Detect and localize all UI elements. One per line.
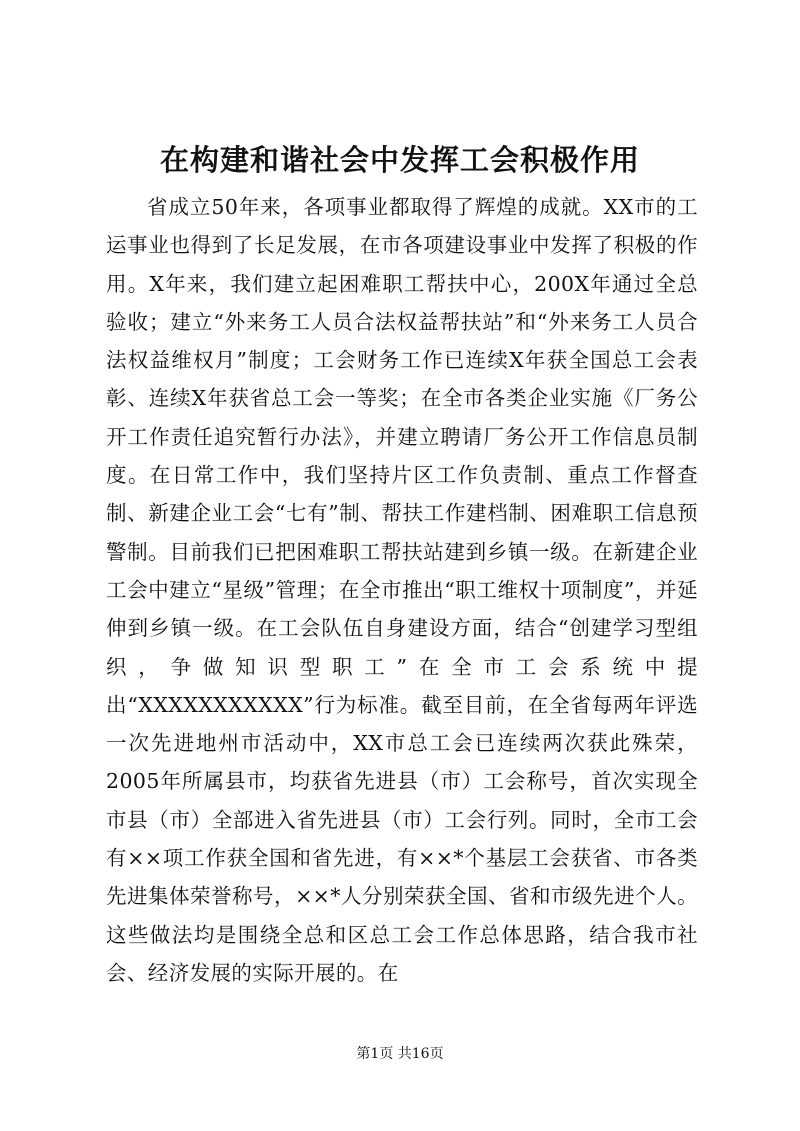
document-title: 在构建和谐社会中发挥工会积极作用 (159, 143, 640, 177)
page-footer: 第1页 共16页 (356, 1046, 444, 1062)
body-paragraph: 省成立50年来，各项事业都取得了辉煌的成就。XX市的工运事业也得到了长足发展，在市各项建设事业中发挥了积极的作用。X年来，我们建立起困难职工帮扶中心，200X年通过全总验收；建立“外来务工人员合法权益帮扶站”和“外来务工人员合法权益维权月”制度；工会财务工作已连续X年获全国总工会表彰、连续X年获省总工会一等奖；在全市各类企业实施《厂务公开工作责任追究暂行办法》，并建立聘请厂务公开工作信息员制度。在日常工作中，我们坚持片区工作负责制、重点工作督查制、新建企业工会“七有”制、帮扶工作建档制、困难职工信息预警制。目前我们已把困难职工帮扶站建到乡镇一级。在新建企业工会中建立“星级”管理；在全市推出“职工维权十项制度”，并延伸到乡镇一级。在工会队伍自身建设方面，结合“创建学习型组织，争做知识型职工”在全市工会系统中提出“XXXXXXXXXXX”行为标准。截至目前，在全省每两年评选一次先进地州市活动中，XX市总工会已连续两次获此殊荣，2005年所属县市，均获省先进县（市）工会称号，首次实现全市县（市）全部进入省先进县（市）工会行列。同时，全市工会有××项工作获全国和省先进，有××*个基层工会获省、市各类先进集体荣誉称号，××*人分别荣获全国、省和市级先进个人。这些做法均是围绕全总和区总工会工作总体思路，结合我市社会、经济发展的实际开展的。在 (106, 195, 698, 985)
